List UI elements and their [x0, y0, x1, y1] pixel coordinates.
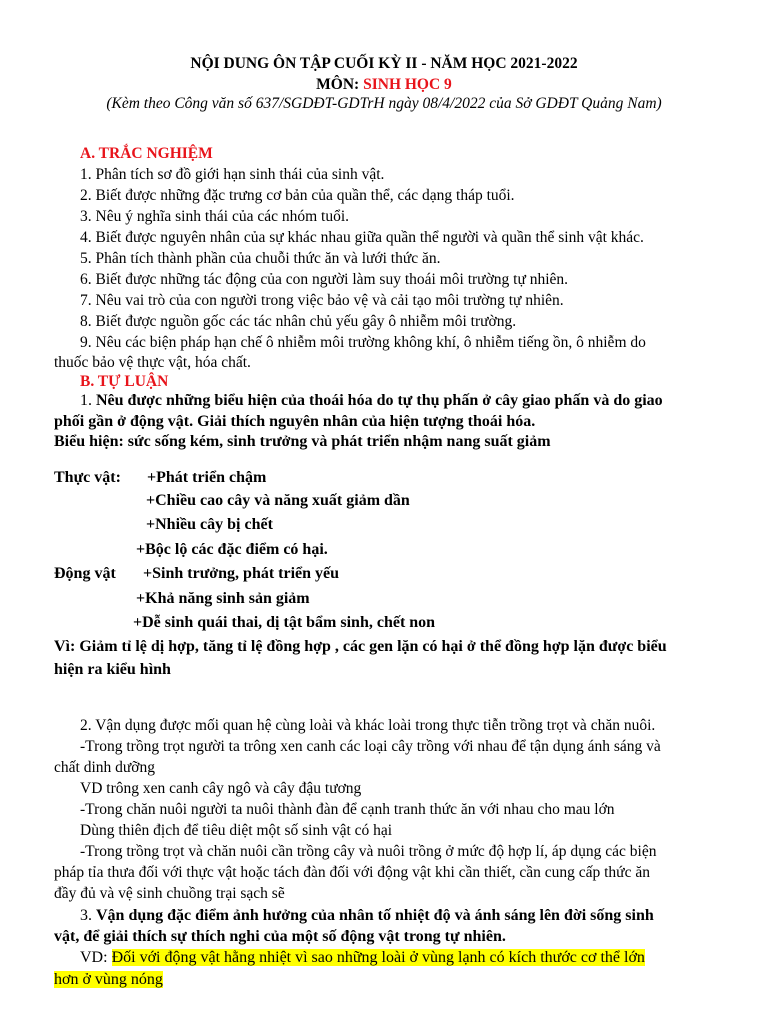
animals-item: +Dễ sinh quái thai, dị tật bẩm sinh, chết non — [133, 614, 436, 631]
question-2-line: -Trong trồng trọt người ta trông xen canh các loại cây trồng với nhau để tận dụng ánh sáng và — [80, 738, 661, 755]
list-item-continuation: thuốc bảo vệ thực vật, hóa chất. — [54, 354, 251, 371]
question-1-text: Nêu được những biểu hiện của thoái hóa do tự thụ phấn ở cây giao phấn và do giao — [96, 392, 663, 409]
plants-item: +Nhiều cây bị chết — [146, 516, 273, 533]
question-2-line: -Trong chăn nuôi người ta nuôi thành đàn để cạnh tranh thức ăn với nhau cho mau lớn — [80, 801, 615, 818]
animals-item: +Sinh trưởng, phát triển yếu — [143, 565, 340, 582]
section-b-heading: B. TỰ LUẬN — [80, 373, 169, 390]
list-item: 7. Nêu vai trò của con người trong việc bảo vệ và cải tạo môi trường tự nhiên. — [80, 292, 564, 309]
question-1-number: 1. — [80, 392, 92, 409]
example-highlight-text: Đối với động vật hằng nhiệt vì sao những loài ở vùng lạnh có kích thước cơ thể lớn — [111, 949, 645, 966]
question-3-line-2: vật, để giải thích sự thích nghi của một số động vật trong tự nhiên. — [54, 928, 506, 945]
question-3-number: 3. — [80, 907, 92, 924]
list-item: 6. Biết được những tác động của con người làm suy thoái môi trường tự nhiên. — [80, 271, 569, 288]
question-3-text: Vận dụng đặc điểm ảnh hưởng của nhân tố nhiệt độ và ánh sáng lên đời sống sinh — [96, 907, 654, 924]
animals-label: Động vật — [54, 565, 116, 582]
plants-label: Thực vật: — [54, 469, 121, 486]
list-item: 9. Nêu các biện pháp hạn chế ô nhiễm môi trường không khí, ô nhiễm tiếng ồn, ô nhiễm do — [80, 334, 646, 351]
list-item: 1. Phân tích sơ đồ giới hạn sinh thái của sinh vật. — [80, 166, 385, 183]
subject-line — [0, 75, 768, 95]
list-item: 3. Nêu ý nghĩa sinh thái của các nhóm tuổi. — [80, 208, 350, 225]
list-item: 8. Biết được nguồn gốc các tác nhân chủ yếu gây ô nhiễm môi trường. — [80, 313, 517, 330]
plants-item: +Chiều cao cây và năng xuất giảm dần — [146, 492, 410, 509]
list-item: 2. Biết được những đặc trưng cơ bản của quần thể, các dạng tháp tuổi. — [80, 187, 515, 204]
plants-item: +Bộc lộ các đặc điểm có hại. — [136, 541, 328, 558]
subject-label: MÔN: — [316, 76, 360, 93]
example-highlight-text-2: hơn ở vùng nóng — [54, 971, 163, 988]
question-1-line-1 — [80, 390, 663, 412]
expression-line: Biểu hiện: sức sống kém, sinh trưởng và phát triển nhậm nang suất giảm — [54, 433, 551, 450]
document-note: (Kèm theo Công văn số 637/SGDĐT-GDTrH ngày 08/4/2022 của Sở GDĐT Quảng Nam) — [106, 95, 662, 112]
question-2-line: đầy đủ và vệ sinh chuồng trại sạch sẽ — [54, 885, 285, 902]
question-2-title: 2. Vận dụng được mối quan hệ cùng loài và khác loài trong thực tiễn trồng trọt và chăn nuôi. — [80, 717, 656, 734]
question-1-line-2: phối gần ở động vật. Giải thích nguyên nhân của hiện tượng thoái hóa. — [54, 413, 536, 430]
question-2-line: VD trông xen canh cây ngô và cây đậu tương — [80, 780, 362, 797]
question-2-line: pháp tỉa thưa đối với thực vật hoặc tách đàn đối với động vật khi cần thiết, cần cung cấp thức ăn — [54, 864, 650, 881]
animals-item: +Khả năng sinh sản giảm — [136, 590, 310, 607]
question-2-line: Dùng thiên địch để tiêu diệt một số sinh vật có hại — [80, 822, 393, 839]
reason-line-2: hiện ra kiểu hình — [54, 661, 171, 678]
example-line-2 — [54, 969, 163, 991]
reason-line-1: Vì: Giảm tỉ lệ dị hợp, tăng tỉ lệ đồng hợp , các gen lặn có hại ở thể đồng hợp lặn được biểu — [54, 638, 667, 655]
question-2-line: -Trong trồng trọt và chăn nuôi cần trồng cây và nuôi trồng ở mức độ hợp lí, áp dụng các biện — [80, 843, 657, 860]
question-2-line: chất dinh dưỡng — [54, 759, 155, 776]
section-a-heading: A. TRẮC NGHIỆM — [80, 145, 213, 162]
plants-item: +Phát triển chậm — [147, 469, 267, 486]
example-label: VD: — [80, 949, 108, 966]
example-line-1 — [80, 947, 645, 969]
document-title: NỘI DUNG ÔN TẬP CUỐI KỲ II - NĂM HỌC 2021-2022 — [190, 55, 578, 72]
subject-value: SINH HỌC 9 — [363, 76, 452, 93]
list-item: 4. Biết được nguyên nhân của sự khác nhau giữa quần thể người và quần thể sinh vật khác. — [80, 229, 644, 246]
list-item: 5. Phân tích thành phần của chuỗi thức ăn và lưới thức ăn. — [80, 250, 441, 267]
question-3-line-1 — [80, 905, 654, 927]
